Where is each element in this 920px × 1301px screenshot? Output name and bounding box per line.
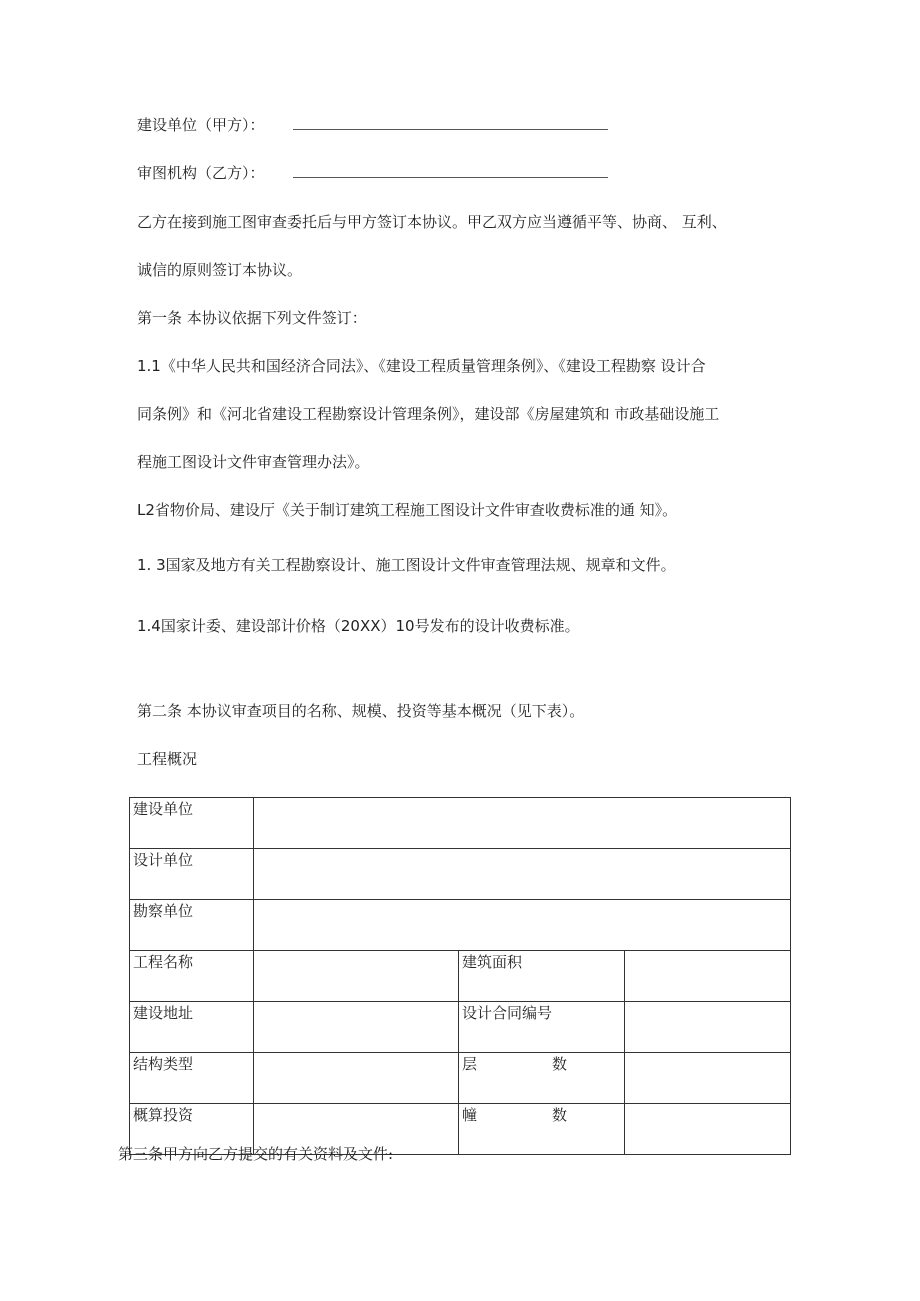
spread-label bbox=[462, 1106, 567, 1124]
table-label-cell bbox=[459, 1104, 625, 1155]
table-value-cell[interactable] bbox=[254, 1053, 459, 1104]
table-label-cell: 结构类型 bbox=[130, 1053, 254, 1104]
label-char: 数 bbox=[551, 1106, 567, 1124]
table-value-cell[interactable] bbox=[254, 798, 791, 849]
table-label-cell: 建筑面积 bbox=[459, 951, 625, 1002]
article-1-item-3: 1. 3国家及地方有关工程勘察设计、施工图设计文件审查管理法规、规章和文件。 bbox=[137, 556, 676, 574]
table-label-cell: 设计单位 bbox=[130, 849, 254, 900]
label-char: 幢 bbox=[462, 1106, 478, 1124]
spread-label bbox=[462, 1055, 567, 1073]
article-1-item-1-line-3: 程施工图设计文件审查管理办法》。 bbox=[137, 453, 370, 471]
article-2-title: 第二条 本协议审查项目的名称、规模、投资等基本概况（见下表）。 bbox=[137, 702, 585, 720]
table-label-cell: 工程名称 bbox=[130, 951, 254, 1002]
table-caption: 工程概况 bbox=[137, 750, 198, 768]
label-char: 数 bbox=[551, 1055, 567, 1073]
table-row bbox=[130, 1053, 791, 1104]
table-value-cell[interactable] bbox=[625, 1053, 791, 1104]
party-a-label: 建设单位（甲方）： bbox=[137, 116, 265, 134]
table-value-cell[interactable] bbox=[254, 849, 791, 900]
article-1-item-4: 1.4国家计委、建设部计价格（20XX）10号发布的设计收费标准。 bbox=[137, 617, 580, 635]
table-row bbox=[130, 798, 791, 849]
label-char: 层 bbox=[462, 1055, 478, 1073]
table-value-cell[interactable] bbox=[625, 1002, 791, 1053]
article-1-item-2: L2省物价局、建设厅《关于制订建筑工程施工图设计文件审查收费标准的通 知》。 bbox=[137, 501, 678, 519]
article-3-title: 第三条甲方向乙方提交的有关资料及文件: bbox=[118, 1145, 394, 1163]
project-info-table bbox=[129, 797, 791, 1155]
table-value-cell[interactable] bbox=[254, 951, 459, 1002]
table-value-cell[interactable] bbox=[254, 900, 791, 951]
table-row bbox=[130, 951, 791, 1002]
table-label-cell: 建设单位 bbox=[130, 798, 254, 849]
table-label-cell: 概算投资 bbox=[130, 1104, 254, 1155]
party-b-label: 审图机构（乙方）： bbox=[137, 164, 265, 182]
table-row bbox=[130, 1002, 791, 1053]
table-label-cell: 建设地址 bbox=[130, 1002, 254, 1053]
table-label-cell: 设计合同编号 bbox=[459, 1002, 625, 1053]
table-value-cell[interactable] bbox=[625, 951, 791, 1002]
intro-line-1: 乙方在接到施工图审查委托后与甲方签订本协议。甲乙双方应当遵循平等、协商、 互利、 bbox=[137, 213, 727, 231]
party-a-blank[interactable] bbox=[293, 129, 608, 130]
intro-line-2: 诚信的原则签订本协议。 bbox=[137, 261, 303, 279]
table-label-cell: 勘察单位 bbox=[130, 900, 254, 951]
article-1-title: 第一条 本协议依据下列文件签订： bbox=[137, 309, 367, 327]
table-value-cell[interactable] bbox=[625, 1104, 791, 1155]
article-1-item-1-line-2: 同条例》和《河北省建设工程勘察设计管理条例》，建设部《房屋建筑和 市政基础设施工 bbox=[137, 405, 720, 423]
article-1-item-1-line-1: 1.1《中华人民共和国经济合同法》、《建设工程质量管理条例》、《建设工程勘察 设计合 bbox=[137, 357, 706, 375]
table-value-cell[interactable] bbox=[254, 1002, 459, 1053]
table-label-cell bbox=[459, 1053, 625, 1104]
party-b-blank[interactable] bbox=[293, 177, 608, 178]
table-row bbox=[130, 849, 791, 900]
table-row bbox=[130, 900, 791, 951]
